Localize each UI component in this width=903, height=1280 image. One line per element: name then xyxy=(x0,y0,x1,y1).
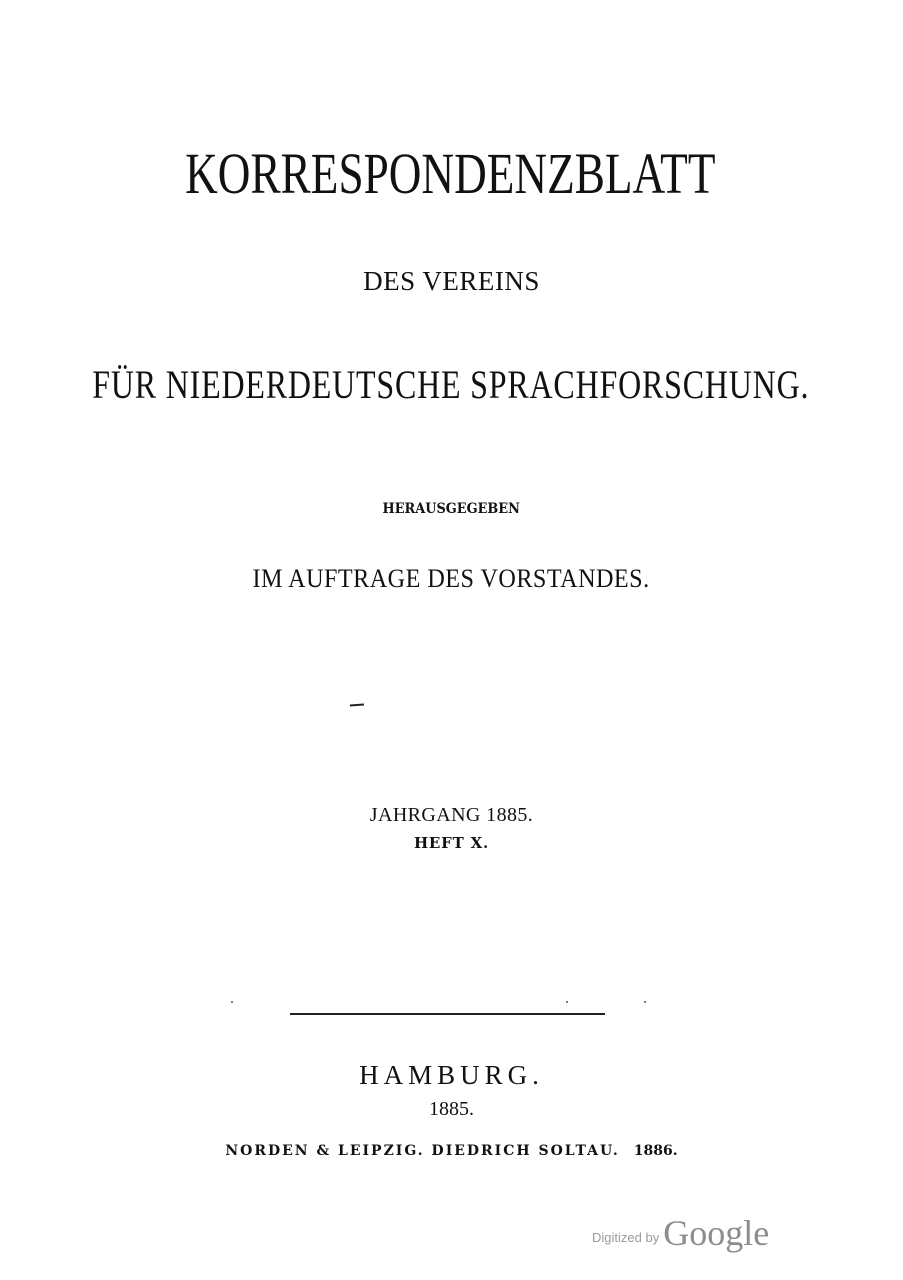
print-speck xyxy=(644,1001,646,1003)
watermark-prefix: Digitized by xyxy=(592,1230,660,1245)
print-speck xyxy=(231,1001,233,1003)
volume-line: JAHRGANG 1885. xyxy=(369,804,534,826)
commission-line: IM AUFTRAGE DES VORSTANDES. xyxy=(252,564,650,593)
publication-year: 1885. xyxy=(429,1098,474,1120)
edited-label: HERAUSGEGEBEN xyxy=(382,501,520,517)
issue-line: HEFT X. xyxy=(413,834,490,852)
subtitle-des-vereins: DES VEREINS xyxy=(363,266,540,296)
publisher-line xyxy=(0,1144,903,1158)
watermark-brand: Google xyxy=(663,1213,770,1253)
print-speck xyxy=(566,1001,568,1003)
publisher-name: NORDEN & LEIPZIG. DIEDRICH SOLTAU. xyxy=(225,1143,620,1159)
journal-title: KORRESPONDENZBLATT xyxy=(185,141,716,206)
place-of-publication: HAMBURG. xyxy=(359,1060,544,1090)
digitized-watermark xyxy=(592,1215,769,1251)
publisher-year: 1886. xyxy=(633,1143,678,1159)
ornament-dash xyxy=(350,704,364,707)
horizontal-rule xyxy=(290,1013,605,1015)
subtitle-society-name: FÜR NIEDERDEUTSCHE SPRACHFORSCHUNG. xyxy=(92,362,810,407)
